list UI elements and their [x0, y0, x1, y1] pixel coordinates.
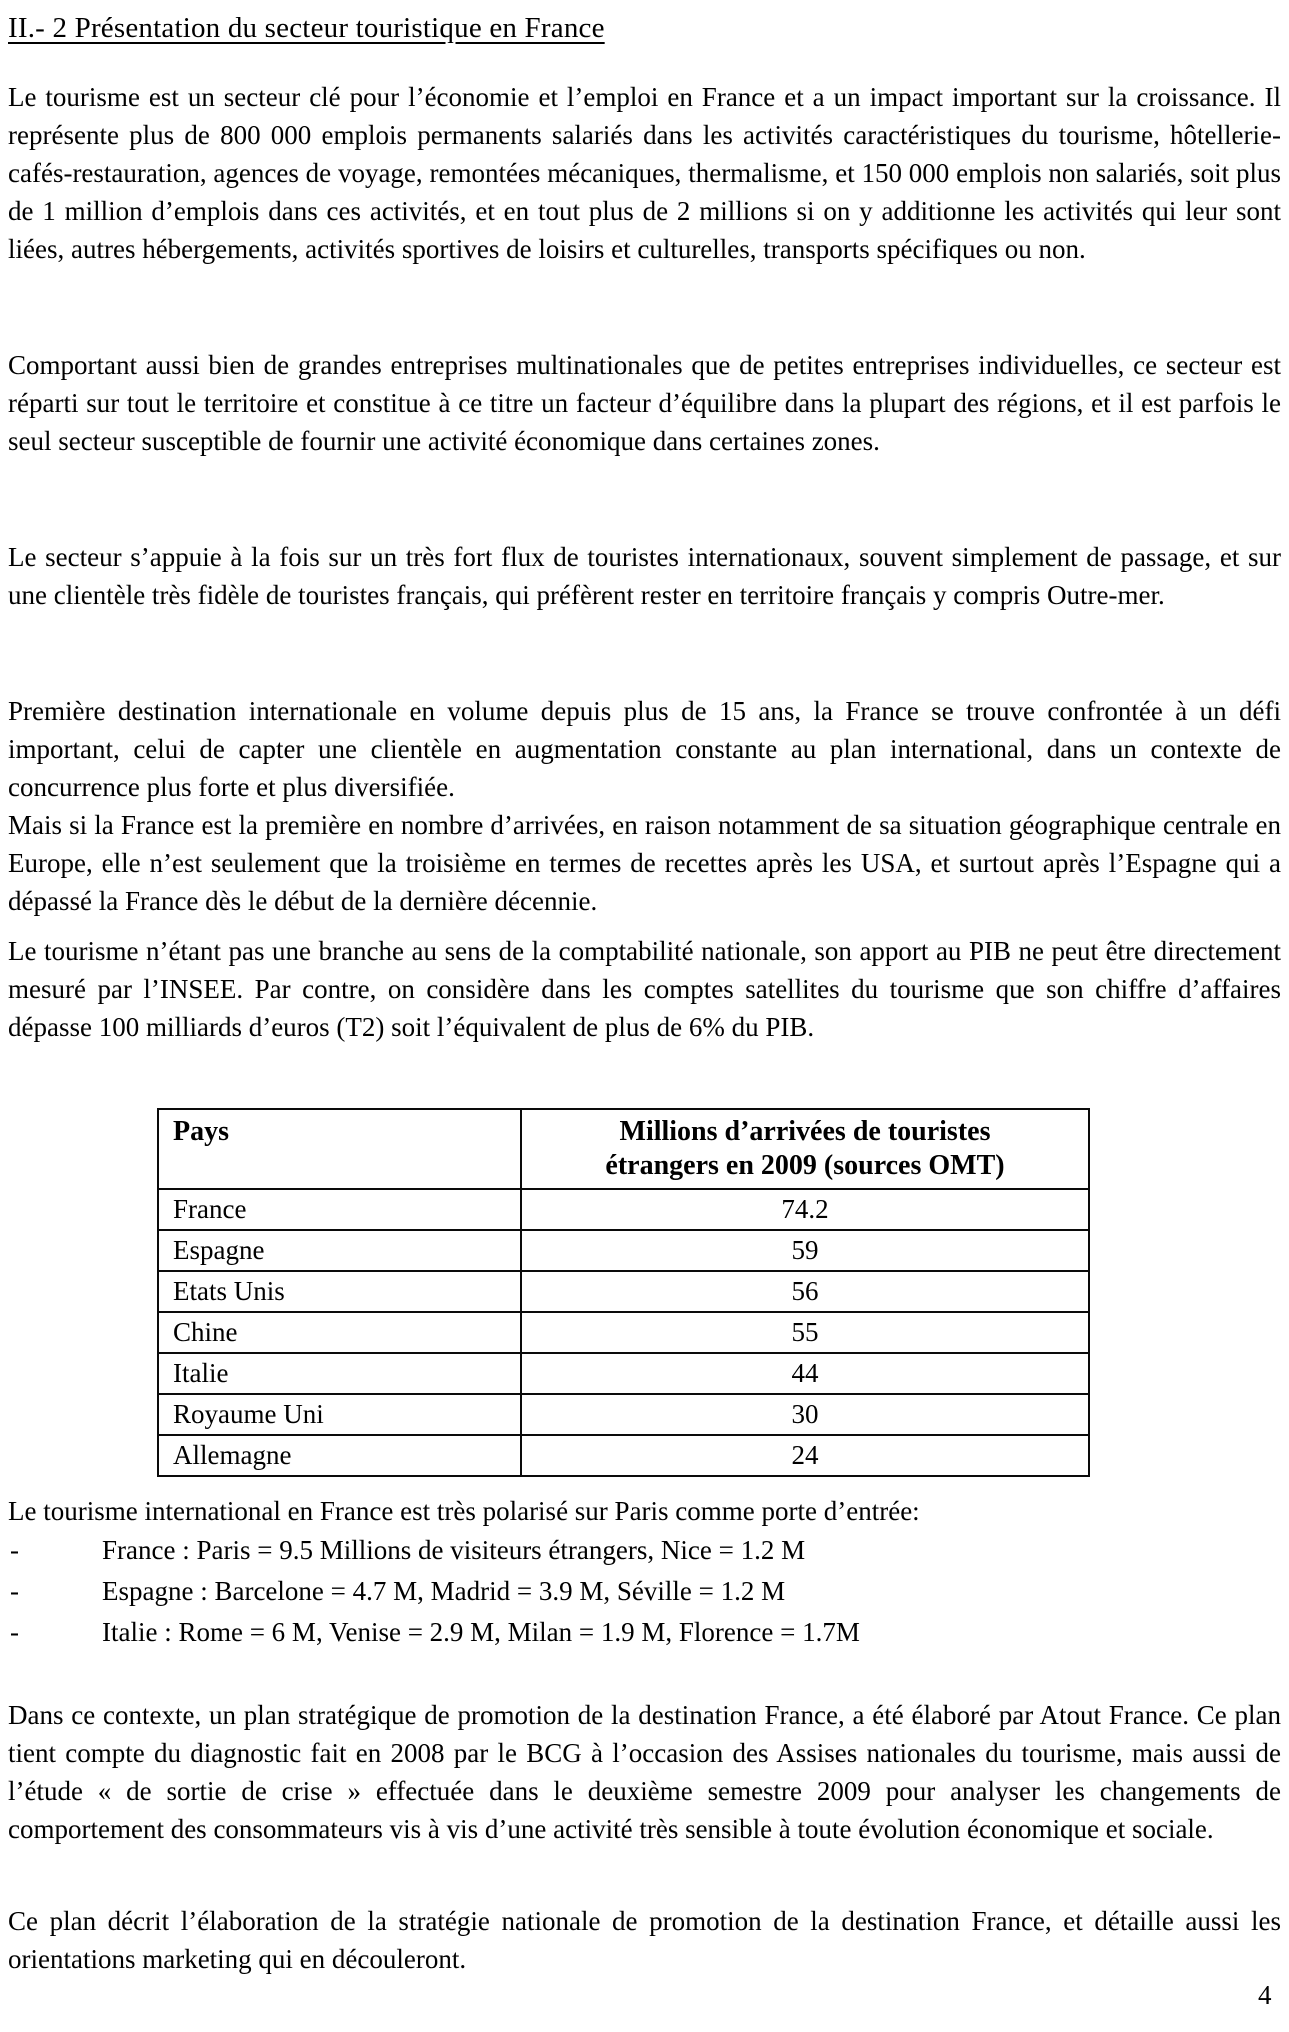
bullet-dash: -: [10, 1617, 19, 1647]
table-cell-value: 59: [521, 1230, 1089, 1271]
list-item: [8, 1571, 1281, 1612]
table-cell-value: 24: [521, 1435, 1089, 1476]
paragraph-destination-internationale: [8, 692, 1281, 920]
table-cell-value: 44: [521, 1353, 1089, 1394]
list-item-text: France : Paris = 9.5 Millions de visiteurs étrangers, Nice = 1.2 M: [102, 1535, 806, 1565]
table-cell-country: France: [158, 1189, 521, 1230]
table-row: [158, 1271, 1089, 1312]
polarisation-intro: Le tourisme international en France est très polarisé sur Paris comme porte d’entrée:: [8, 1496, 920, 1526]
list-item: [8, 1530, 1281, 1571]
table-cell-value: 74.2: [521, 1189, 1089, 1230]
table-cell-country: Chine: [158, 1312, 521, 1353]
paragraph-mais-si-la-france: Mais si la France est la première en nombre d’arrivées, en raison notamment de sa situation géographique centrale en Europe, elle n’est seulement que la troisième en termes de recettes après les USA, et surtout après l’Espagne qui a dépassé la France dès le début de la dernière décennie.: [8, 810, 1281, 916]
polarisation-list: [8, 1530, 1281, 1653]
paragraph-entreprises: Comportant aussi bien de grandes entreprises multinationales que de petites entreprises individuelles, ce secteur est réparti sur tout le territoire et constitue à ce titre un facteur d’équilibre dans la plupart des régions, et il est parfois le seul secteur susceptible de fournir une activité économique dans certaines zones.: [8, 350, 1281, 456]
list-item: [8, 1612, 1281, 1653]
table-cell-country: Italie: [158, 1353, 521, 1394]
table-row: [158, 1230, 1089, 1271]
table-header-row: [158, 1109, 1089, 1189]
paragraph-plan-strategique: Dans ce contexte, un plan stratégique de promotion de la destination France, a été élaboré par Atout France. Ce plan tient compte du diagnostic fait en 2008 par le BCG à l’occasion des Assises nationales du tourisme, mais aussi de l’étude « de sortie de crise » effectuée dans le deuxième semestre 2009 pour analyser les changements de comportement des consommateurs vis à vis d’une activité très sensible à toute évolution économique et sociale.: [8, 1700, 1281, 1844]
paragraph-flux-touristes: Le secteur s’appuie à la fois sur un très fort flux de touristes internationaux, souvent simplement de passage, et sur une clientèle très fidèle de touristes français, qui préfèrent rester en territoire français y compris Outre-mer.: [8, 542, 1281, 610]
bullet-dash: -: [10, 1535, 19, 1565]
table-cell-country: Royaume Uni: [158, 1394, 521, 1435]
list-item-text: Italie : Rome = 6 M, Venise = 2.9 M, Milan = 1.9 M, Florence = 1.7M: [102, 1617, 860, 1647]
table-cell-value: 55: [521, 1312, 1089, 1353]
paragraph-tourisme-economie: Le tourisme est un secteur clé pour l’économie et l’emploi en France et a un impact important sur la croissance. Il représente plus de 800 000 emplois permanents salariés dans les activités caractéristiques du tourisme, hôtellerie-cafés-restauration, agences de voyage, remontées mécaniques, thermalisme, et 150 000 emplois non salariés, soit plus de 1 million d’emplois dans ces activités, et en tout plus de 2 millions si on y additionne les activités qui leur sont liées, autres hébergements, activités sportives de loisirs et culturelles, transports spécifiques ou non.: [8, 82, 1281, 264]
table-cell-value: 30: [521, 1394, 1089, 1435]
table-cell-country: Etats Unis: [158, 1271, 521, 1312]
page-number: 4: [1258, 1980, 1272, 2010]
table-cell-country: Allemagne: [158, 1435, 521, 1476]
table-row: [158, 1394, 1089, 1435]
table-row: [158, 1312, 1089, 1353]
table-header-millions-arrivees: Millions d’arrivées de touristes étrangers en 2009 (sources OMT): [521, 1109, 1089, 1189]
table-cell-country: Espagne: [158, 1230, 521, 1271]
bullet-dash: -: [10, 1576, 19, 1606]
table-row: [158, 1353, 1089, 1394]
paragraph-comptabilite-pib: Le tourisme n’étant pas une branche au sens de la comptabilité nationale, son apport au PIB ne peut être directement mesuré par l’INSEE. Par contre, on considère dans les comptes satellites du tourisme que son chiffre d’affaires dépasse 100 milliards d’euros (T2) soit l’équivalent de plus de 6% du PIB.: [8, 936, 1281, 1042]
section-title: II.- 2 Présentation du secteur touristique en France: [8, 12, 605, 44]
list-item-text: Espagne : Barcelone = 4.7 M, Madrid = 3.9 M, Séville = 1.2 M: [102, 1576, 786, 1606]
paragraph-premiere-destination: Première destination internationale en volume depuis plus de 15 ans, la France se trouve confrontée à un défi important, celui de capter une clientèle en augmentation constante au plan international, dans un contexte de concurrence plus forte et plus diversifiée.: [8, 696, 1281, 802]
table-cell-value: 56: [521, 1271, 1089, 1312]
paragraph-plan-decrit: Ce plan décrit l’élaboration de la stratégie nationale de promotion de la destination France, et détaille aussi les orientations marketing qui en découleront.: [8, 1906, 1281, 1974]
table-row: [158, 1189, 1089, 1230]
table-row: [158, 1435, 1089, 1476]
table-header-pays: Pays: [158, 1109, 521, 1189]
tourist-arrivals-table: [157, 1108, 1090, 1477]
